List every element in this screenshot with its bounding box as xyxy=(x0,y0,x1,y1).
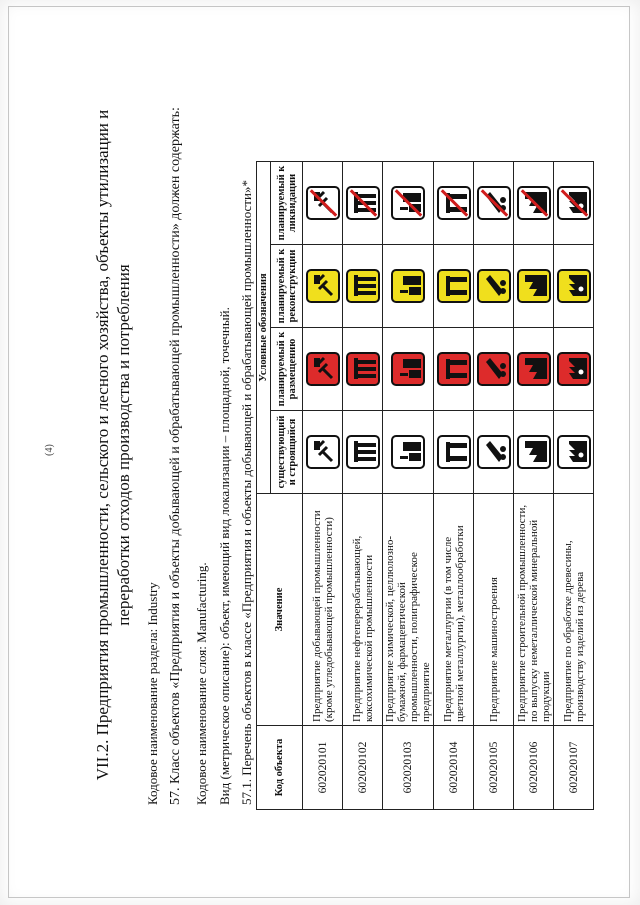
symbol-cell-planned xyxy=(383,328,434,411)
mining-hammer-icon xyxy=(306,186,340,220)
symbol-cell-existing xyxy=(554,411,594,494)
woodworking-plant-icon xyxy=(557,435,591,469)
layer-code-name: Кодовое наименование слоя: Manufacturing. xyxy=(194,562,209,805)
object-meaning: Предприятие по обработке древесины, производству изделий из дерева xyxy=(554,494,594,726)
woodworking-plant-icon xyxy=(557,352,591,386)
section-title: VII.2. Предприятия промышленности, сельского и лесного хозяйства, объекты утилизации и переработки отходов производства и потребления xyxy=(93,109,133,781)
symbol-cell-existing xyxy=(514,411,554,494)
symbol-cell-planned xyxy=(343,328,383,411)
table-row xyxy=(474,162,514,810)
chemical-plant-icon xyxy=(391,269,425,303)
machine-building-icon xyxy=(477,186,511,220)
symbol-cell-liquidation xyxy=(554,162,594,245)
objects-table xyxy=(256,161,594,810)
object-code: 602020105 xyxy=(474,726,514,810)
symbol-cell-existing xyxy=(303,411,343,494)
symbol-cell-liquidation xyxy=(383,162,434,245)
symbol-cell-existing xyxy=(434,411,474,494)
symbol-cell-planned xyxy=(303,328,343,411)
oil-refinery-icon xyxy=(346,435,380,469)
header-code: Код объекта xyxy=(257,726,303,810)
object-meaning: Предприятие химической, целлюлозно-бумажной, фармацевтической промышленности, полиграфическое предприятие xyxy=(383,494,434,726)
woodworking-plant-icon xyxy=(557,186,591,220)
object-code: 602020107 xyxy=(554,726,594,810)
symbol-cell-planned xyxy=(434,328,474,411)
metallurgy-plant-icon xyxy=(437,352,471,386)
object-code: 602020104 xyxy=(434,726,474,810)
symbol-cell-reconstruction xyxy=(514,245,554,328)
symbol-cell-reconstruction xyxy=(303,245,343,328)
object-meaning: Предприятие нефтеперерабатывающей, коксохимической промышленности xyxy=(343,494,383,726)
mining-hammer-icon xyxy=(306,435,340,469)
metallurgy-plant-icon xyxy=(437,435,471,469)
header-planned: планируемый к размещению xyxy=(271,328,303,411)
table-row xyxy=(383,162,434,810)
metallurgy-plant-icon xyxy=(437,186,471,220)
symbol-cell-planned xyxy=(514,328,554,411)
construction-industry-icon xyxy=(517,352,551,386)
page-number: (4) xyxy=(44,444,55,456)
chemical-plant-icon xyxy=(391,186,425,220)
symbol-cell-planned xyxy=(554,328,594,411)
table-row xyxy=(434,162,474,810)
object-code: 602020101 xyxy=(303,726,343,810)
section-code-name: Кодовое наименование раздела: Industry xyxy=(145,582,160,805)
symbol-cell-liquidation xyxy=(434,162,474,245)
symbol-cell-liquidation xyxy=(514,162,554,245)
construction-industry-icon xyxy=(517,435,551,469)
symbol-cell-liquidation xyxy=(343,162,383,245)
oil-refinery-icon xyxy=(346,186,380,220)
header-meaning: Значение xyxy=(257,494,303,726)
symbol-cell-reconstruction xyxy=(554,245,594,328)
object-meaning: Предприятие металлургии (в том числе цветной металлургии), металлообработки xyxy=(434,494,474,726)
construction-industry-icon xyxy=(517,186,551,220)
object-code: 602020102 xyxy=(343,726,383,810)
object-meaning: Предприятие добывающей промышленности (кроме угледобывающей промышленности) xyxy=(303,494,343,726)
symbol-cell-planned xyxy=(474,328,514,411)
symbol-cell-existing xyxy=(383,411,434,494)
metric-description: Вид (метрическое описание): объект, имеющий вид локализации – площадной, точечный. xyxy=(217,307,232,805)
mining-hammer-icon xyxy=(306,352,340,386)
header-reconstruction: планируемый к реконструкции xyxy=(271,245,303,328)
oil-refinery-icon xyxy=(346,352,380,386)
symbol-cell-reconstruction xyxy=(474,245,514,328)
table-row xyxy=(514,162,554,810)
symbol-cell-reconstruction xyxy=(434,245,474,328)
chemical-plant-icon xyxy=(391,352,425,386)
woodworking-plant-icon xyxy=(557,269,591,303)
list-title: 57.1. Перечень объектов в классе «Предприятия и объекты добывающей и обрабатывающей промышленности»* xyxy=(239,180,254,805)
metallurgy-plant-icon xyxy=(437,269,471,303)
header-symbols: Условные обозначения xyxy=(257,162,271,494)
oil-refinery-icon xyxy=(346,269,380,303)
header-existing: существующий и строящийся xyxy=(271,411,303,494)
chemical-plant-icon xyxy=(391,435,425,469)
table-body xyxy=(303,162,594,810)
construction-industry-icon xyxy=(517,269,551,303)
object-code: 602020106 xyxy=(514,726,554,810)
symbol-cell-existing xyxy=(474,411,514,494)
header-liquidation: планируемый к ликвидации xyxy=(271,162,303,245)
machine-building-icon xyxy=(477,269,511,303)
symbol-cell-reconstruction xyxy=(343,245,383,328)
symbol-cell-reconstruction xyxy=(383,245,434,328)
machine-building-icon xyxy=(477,435,511,469)
symbol-cell-existing xyxy=(343,411,383,494)
class-description: 57. Класс объектов «Предприятия и объекты добывающей и обрабатывающей промышленности» должен содержать: xyxy=(168,107,183,805)
table-row xyxy=(303,162,343,810)
object-code: 602020103 xyxy=(383,726,434,810)
table-row xyxy=(343,162,383,810)
object-meaning: Предприятие строительной промышленности, по выпуску неметаллической минеральной продукции xyxy=(514,494,554,726)
symbol-cell-liquidation xyxy=(474,162,514,245)
symbol-cell-liquidation xyxy=(303,162,343,245)
mining-hammer-icon xyxy=(306,269,340,303)
object-meaning: Предприятие машиностроения xyxy=(474,494,514,726)
machine-building-icon xyxy=(477,352,511,386)
table-row xyxy=(554,162,594,810)
